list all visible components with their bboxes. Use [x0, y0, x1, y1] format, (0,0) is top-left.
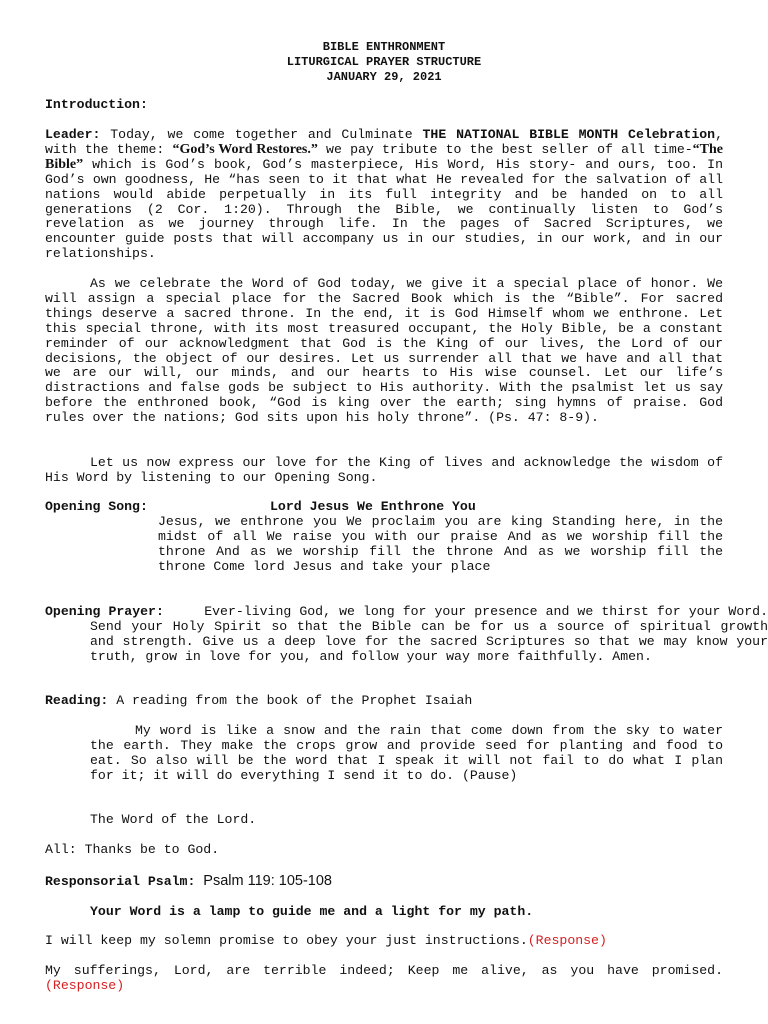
- leader-paragraph: Leader: Today, we come together and Culminate THE NATIONAL BIBLE MONTH Celebration, with the theme: “God’s Word Restores.” we pay tribute to the best seller of all time-“The Bible” which is God’s book, God’s masterpiece, His Word, His story- and ours, too. In God’s own goodness, He “has seen to it that what He revealed for the salvation of all nations would abide perpetually in its full integrity and be handed on to all generations (2 Cor. 1:20). Through the Bible, we continually listen to God’s revelation as we journey through life. In the pages of Sacred Scriptures, we encounter guide posts that will accompany us in our studies, in our work, and in our relationships.: [45, 127, 724, 262]
- reading-closing: The Word of the Lord.: [90, 812, 257, 827]
- theme-text: “God’s Word Restores.”: [172, 141, 318, 157]
- leader-paragraph-3: Let us now express our love for the King of lives and acknowledge the wisdom of His Word by listening to our Opening Song.: [45, 455, 723, 485]
- psalm-label: Responsorial Psalm:: [45, 874, 196, 889]
- psalm-response: Your Word is a lamp to guide me and a light for my path.: [90, 904, 534, 919]
- opening-prayer-label: Opening Prayer:: [45, 604, 164, 619]
- psalm-reference: Psalm 119: 105-108: [203, 873, 332, 889]
- all-response: All: Thanks be to God.: [45, 842, 220, 857]
- response-marker: (Response): [527, 933, 607, 948]
- opening-song-title: Lord Jesus We Enthrone You: [270, 499, 476, 514]
- opening-song-lyrics: Jesus, we enthrone you We proclaim you are king Standing here, in the midst of all We raise you with our praise And as we worship fill the throne And as we worship fill the throne And as we worship fill the throne Come lord Jesus and take your place: [158, 514, 723, 574]
- opening-prayer: Opening Prayer: Ever-living God, we long for your presence and we thirst for your Word. Send your Holy Spirit so that the Bible can be for us a source of spiritual growth and strength. Give us a deep love for the sacred Scriptures so that we may know your truth, grow in love for you, and follow your way more faithfully. Amen.: [45, 604, 768, 664]
- leader-label: Leader:: [45, 127, 101, 142]
- document-title: BIBLE ENTHRONMENT: [322, 40, 446, 54]
- document-subtitle: LITURGICAL PRAYER STRUCTURE: [286, 55, 482, 69]
- response-marker: (Response): [45, 977, 125, 993]
- psalm-heading: [45, 874, 723, 890]
- opening-song-label: Opening Song:: [45, 499, 148, 514]
- reading-text: My word is like a snow and the rain that come down from the sky to water the earth. They make the crops grow and provide seed for planting and food to eat. So also will be the word that I speak it will not fail to do what I plan for it; it will do everything I send it to do. (Pause): [90, 723, 723, 783]
- introduction-heading: Introduction:: [45, 97, 148, 112]
- psalm-verse-2: My sufferings, Lord, are terrible indeed; Keep me alive, as you have promised. (Response): [45, 963, 723, 993]
- document-header: [45, 40, 723, 85]
- leader-paragraph-2: As we celebrate the Word of God today, we give it a special place of honor. We will assign a special place for the Sacred Book which is the “Bible”. For sacred things deserve a sacred throne. In the end, it is God Himself whom we enthrone. Let this special throne, with its most treasured occupant, the Holy Bible, be a constant reminder of our acknowledgment that God is the King of our lives, the Lord of our decisions, the object of our desires. Let us surrender all that we have and all that we are our will, our minds, and our hearts to His wise counsel. Let our life’s distractions and false gods be subject to His authority. With the psalmist let us say before the enthroned book, “God is king over the earth; sing hymns of praise. God rules over the nations; God sits upon his holy throne”. (Ps. 47: 8-9).: [45, 276, 723, 426]
- reading-intro: Reading: A reading from the book of the Prophet Isaiah: [45, 693, 473, 708]
- psalm-verse-1: I will keep my solemn promise to obey your just instructions.(Response): [45, 933, 607, 948]
- reading-label: Reading:: [45, 693, 109, 708]
- document-date: JANUARY 29, 2021: [326, 70, 442, 84]
